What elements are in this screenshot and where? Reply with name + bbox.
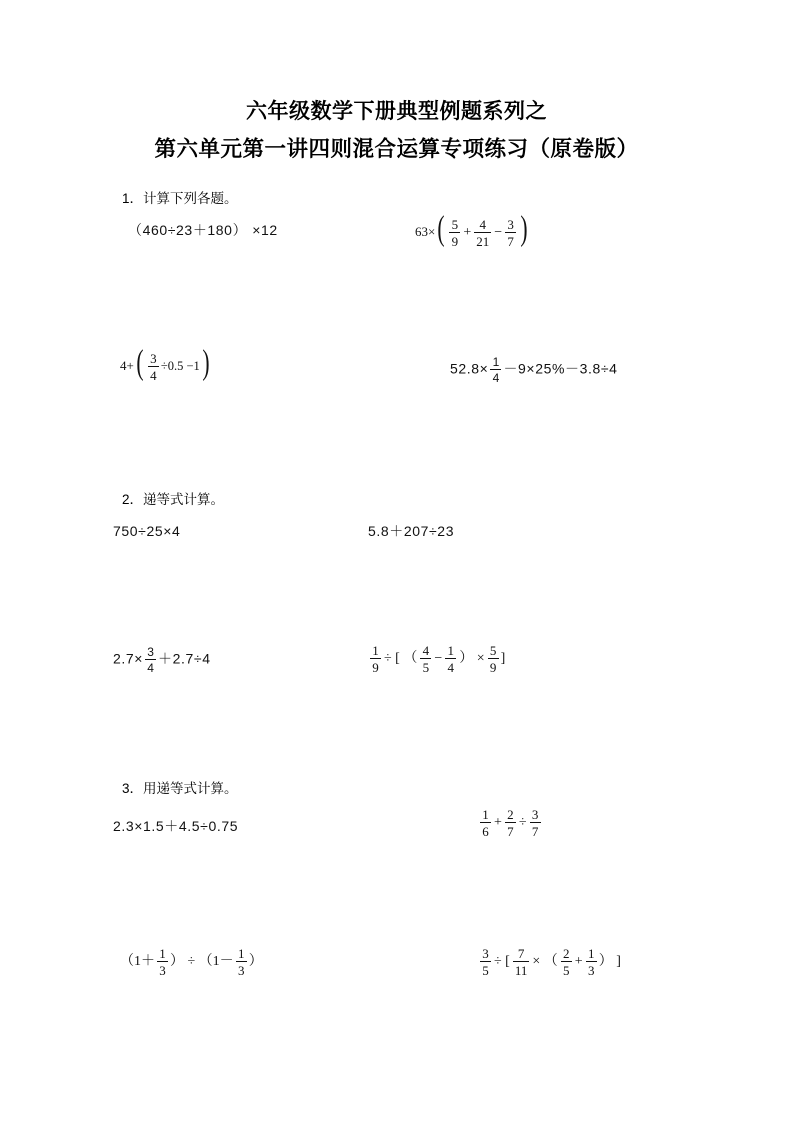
- problem-3c: [120, 947, 263, 977]
- operator-minus: −: [494, 225, 503, 241]
- fraction-bar: [561, 961, 572, 962]
- problem-1d-lead: 52.8×: [450, 360, 489, 377]
- problem-1c: 4+( $\frac{3}{4}$ ÷0.5 −1): [120, 343, 210, 383]
- fraction-bar: [474, 232, 491, 233]
- fraction-bar: [488, 658, 499, 659]
- operator-plus: +: [574, 954, 583, 970]
- fraction-1-4: $\frac{1}{4}$: [490, 356, 501, 384]
- fraction-3-7: $\frac{3}{7}$: [505, 218, 516, 248]
- fraction-2-7: $\frac{2}{7}$: [505, 808, 516, 838]
- problem-3c-tail: ）: [248, 954, 263, 970]
- operator-divide-bracket: ÷ [ （: [384, 651, 418, 667]
- problem-1c-tail: ÷0.5 −1: [160, 359, 200, 374]
- problem-1b: 63×( $\frac{5}{9}$ + $\frac{4}{21}$ − $\frac{3}{7}$ ): [415, 209, 528, 249]
- operator-divide-bracket: ÷ [: [494, 954, 510, 970]
- fraction-7-11: $\frac{7}{11}$: [514, 945, 528, 978]
- fraction-bar: [513, 961, 530, 962]
- fraction-1-3: $\frac{1}{3}$: [236, 947, 247, 977]
- fraction-bar: [480, 961, 491, 962]
- fraction-bar: [505, 822, 516, 823]
- section-heading-2: 2．递等式计算。: [122, 492, 225, 507]
- section-heading-1: 1．计算下列各题。: [122, 191, 238, 206]
- fraction-1-9: $\frac{1}{9}$: [370, 644, 381, 674]
- fraction-bar: [480, 822, 491, 823]
- problem-3c-mid: ） ÷ （1－: [170, 954, 234, 970]
- fraction-bar: [445, 658, 456, 659]
- title-line-primary: 六年级数学下册典型例题系列之: [246, 99, 547, 123]
- close-bracket: ]: [500, 651, 506, 667]
- problem-1d: [450, 356, 618, 384]
- operator-plus: +: [494, 815, 502, 831]
- fraction-4-5: $\frac{4}{5}$: [420, 644, 431, 674]
- problem-3a: 2.3×1.5＋4.5÷0.75: [113, 818, 239, 834]
- fraction-bar: [157, 961, 168, 962]
- fraction-1-3: $\frac{1}{3}$: [586, 947, 597, 977]
- operator-plus: +: [463, 225, 472, 241]
- fraction-bar: [530, 822, 541, 823]
- problem-1a-multiplier: ×12: [252, 222, 278, 238]
- problem-1c-lead: 4+: [120, 358, 134, 374]
- problem-2c-lead: 2.7×: [113, 650, 144, 667]
- problem-2c: [113, 646, 211, 674]
- problem-1a-expression: （460÷23＋180）: [128, 222, 248, 238]
- fraction-3-4: $\frac{3}{4}$: [145, 646, 156, 674]
- fraction-1-6: $\frac{1}{6}$: [480, 808, 491, 838]
- fraction-5-9: $\frac{5}{9}$: [488, 644, 499, 674]
- fraction-5-9: $\frac{5}{9}$: [449, 218, 460, 248]
- title-line-secondary: 第六单元第一讲四则混合运算专项练习（原卷版）: [154, 137, 639, 162]
- operator-times: ） ×: [459, 651, 485, 667]
- fraction-bar: [145, 659, 156, 660]
- fraction-3-7: $\frac{3}{7}$: [530, 808, 541, 838]
- problem-2a: 750÷25×4: [113, 523, 181, 539]
- problem-1b-lead: 63×: [415, 224, 436, 240]
- problem-1a: [128, 220, 278, 240]
- problem-3c-lead: （1＋: [120, 954, 155, 970]
- fraction-1-3: $\frac{1}{3}$: [157, 947, 168, 977]
- fraction-2-5: $\frac{2}{5}$: [561, 947, 572, 977]
- fraction-bar: [586, 961, 597, 962]
- problem-3b: [478, 808, 543, 838]
- document-title: [0, 95, 793, 167]
- fraction-bar: [148, 366, 159, 367]
- problem-3d-tail: ） ]: [598, 954, 621, 970]
- section-heading-3: 3．用递等式计算。: [122, 781, 238, 796]
- fraction-1-4: $\frac{1}{4}$: [445, 644, 456, 674]
- fraction-bar: [490, 369, 501, 370]
- fraction-3-5: $\frac{3}{5}$: [480, 947, 491, 977]
- fraction-bar: [449, 232, 460, 233]
- problem-2b: 5.8＋207÷23: [368, 523, 455, 539]
- fraction-bar: [505, 232, 516, 233]
- operator-minus: −: [434, 651, 443, 667]
- operator-times: × （: [532, 954, 558, 970]
- fraction-3-4: $\frac{3}{4}$: [148, 352, 159, 382]
- operator-divide: ÷: [518, 815, 527, 831]
- fraction-bar: [236, 961, 247, 962]
- problem-2c-tail: ＋2.7÷4: [158, 650, 211, 667]
- fraction-bar: [370, 658, 381, 659]
- problem-3d: [478, 947, 621, 977]
- fraction-bar: [420, 658, 431, 659]
- problem-1d-tail: －9×25%－3.8÷4: [503, 360, 618, 377]
- fraction-4-21: $\frac{4}{21}$: [476, 216, 490, 249]
- problem-2d: [368, 644, 505, 674]
